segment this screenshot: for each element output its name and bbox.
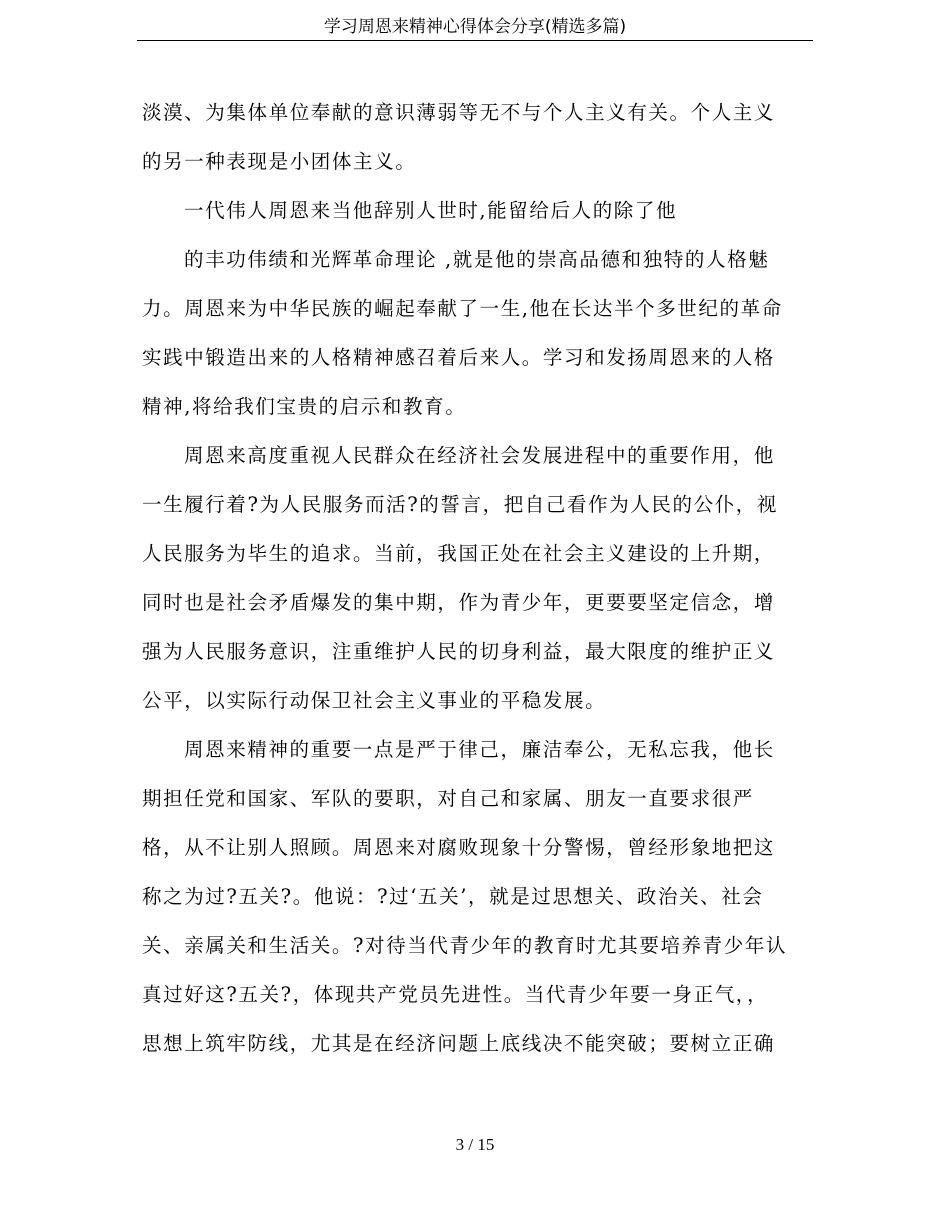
text-line: 淡漠、为集体单位奉献的意识薄弱等无不与个人主义有关。个人主义 xyxy=(142,101,776,124)
page-number: 3 / 15 xyxy=(455,1135,495,1154)
text-line: 一代伟人周恩来当他辞别人世时,能留给后人的除了他 xyxy=(184,199,678,222)
text-line: 期担任党和国家、军队的要职，对自己和家属、朋友一直要求很严 xyxy=(142,787,754,810)
text-line: 一生履行着?为人民服务而活?的誓言，把自己看作为人民的公仆，视 xyxy=(142,493,779,516)
text-line: 思想上筑牢防线，尤其是在经济问题上底线决不能突破；要树立正确 xyxy=(142,1032,776,1055)
text-line: 强为人民服务意识，注重维护人民的切身利益，最大限度的维护正义 xyxy=(142,640,776,663)
text-line: 的丰功伟绩和光辉革命理论 ,就是他的崇高品德和独特的人格魅 xyxy=(184,248,770,271)
text-line: 称之为过?五关?。他说：?过‘五关’，就是过思想关、政治关、社会 xyxy=(142,885,764,908)
text-line: 周恩来精神的重要一点是严于律己，廉洁奉公，无私忘我，他长 xyxy=(184,738,775,761)
text-line: 格，从不让别人照顾。周恩来对腐败现象十分警惕，曾经形象地把这 xyxy=(142,836,776,859)
text-line: 力。周恩来为中华民族的崛起奉献了一生,他在长达半个多世纪的革命 xyxy=(142,297,783,320)
text-line: 实践中锻造出来的人格精神感召着后来人。学习和发扬周恩来的人格 xyxy=(142,346,776,369)
text-line: 人民服务为毕生的追求。当前，我国正处在社会主义建设的上升期， xyxy=(142,542,776,565)
text-line: 公平，以实际行动保卫社会主义事业的平稳发展。 xyxy=(142,689,607,712)
text-line: 的另一种表现是小团体主义。 xyxy=(142,150,417,173)
text-line: 精神,将给我们宝贵的启示和教育。 xyxy=(142,395,467,418)
text-line: 真过好这?五关?，体现共产党员先进性。当代青少年要一身正气，， xyxy=(142,983,769,1006)
document-body xyxy=(142,88,812,1068)
page-header-title: 学习周恩来精神心得体会分享(精选多篇) xyxy=(323,17,627,37)
header-rule xyxy=(137,40,813,41)
text-line: 周恩来高度重视人民群众在经济社会发展进程中的重要作用，他 xyxy=(184,444,775,467)
text-line: 关、亲属关和生活关。?对待当代青少年的教育时尤其要培养青少年认 xyxy=(142,934,788,957)
text-line: 同时也是社会矛盾爆发的集中期，作为青少年，更要要坚定信念，增 xyxy=(142,591,776,614)
